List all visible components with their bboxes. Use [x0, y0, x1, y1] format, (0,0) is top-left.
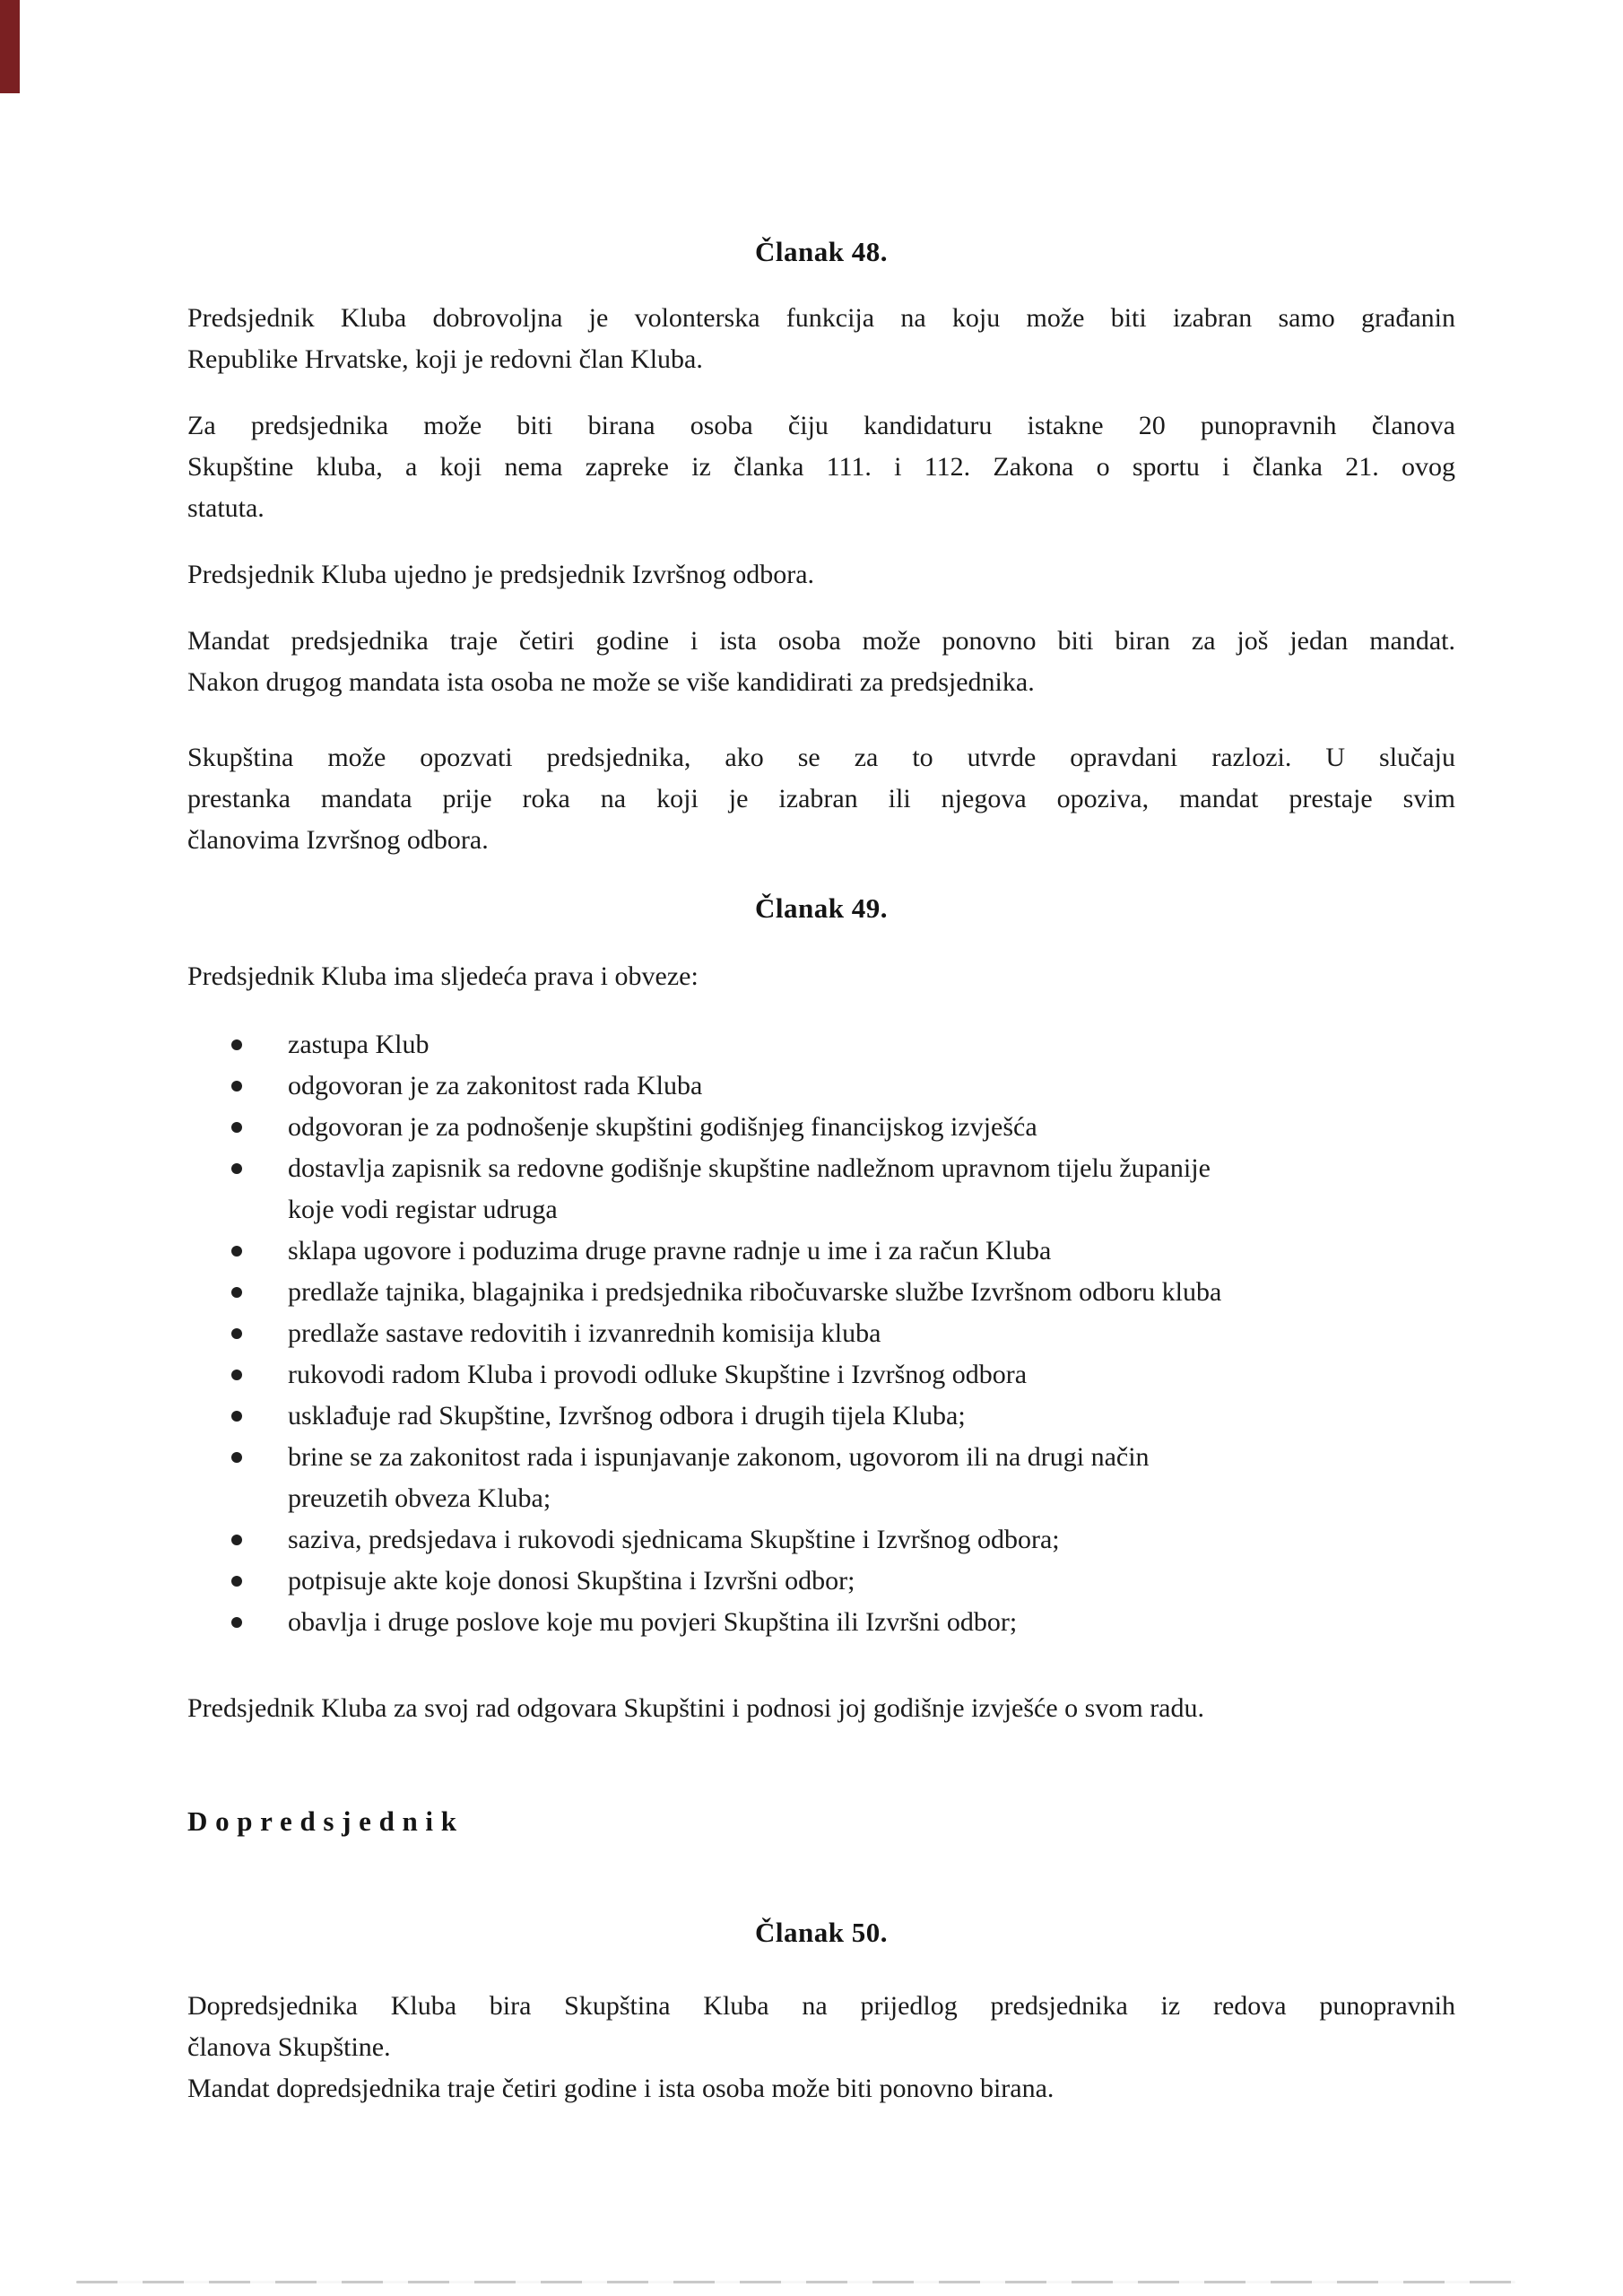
president-duties-list — [187, 1024, 1455, 1643]
list-item-text: predlaže tajnika, blagajnika i predsjednika ribočuvarske službe Izvršnom odboru kluba — [288, 1277, 1222, 1307]
list-item-text: odgovoran je za podnošenje skupštini godišnjeg financijskog izvješća — [288, 1112, 1037, 1142]
paragraph — [187, 1986, 1455, 2109]
list-item-text: rukovodi radom Kluba i provodi odluke Skupštine i Izvršnog odbora — [288, 1360, 1028, 1389]
document-content — [187, 0, 1455, 2109]
list-item — [187, 1437, 1455, 1519]
list-intro-paragraph — [187, 956, 1455, 997]
list-item-text: koje vodi registar udruga — [288, 1195, 558, 1224]
bullet-icon — [231, 1576, 242, 1587]
bullet-icon — [231, 1039, 242, 1050]
paragraph-line: statuta. — [187, 493, 265, 523]
paragraph — [187, 621, 1455, 703]
bullet-icon — [231, 1452, 242, 1463]
paragraph-line: Skupština može opozvati predsjednika, ako se za to utvrde opravdani razlozi. U slučaju — [187, 743, 1455, 772]
bullet-icon — [231, 1081, 242, 1091]
bullet-icon — [231, 1411, 242, 1422]
bullet-icon — [231, 1287, 242, 1298]
paragraph — [187, 405, 1455, 529]
paragraph-line: Predsjednik Kluba ima sljedeća prava i obveze: — [187, 961, 699, 991]
list-item — [187, 1561, 1455, 1602]
bullet-icon — [231, 1535, 242, 1545]
paragraph-line: Mandat dopredsjednika traje četiri godine i ista osoba može biti ponovno birana. — [187, 2074, 1055, 2103]
paragraph-line: Dopredsjednika Kluba bira Skupština Kluba na prijedlog predsjednika iz redova punopravnih — [187, 1991, 1455, 2021]
paragraph-line: Predsjednik Kluba ujedno je predsjednik Izvršnog odbora. — [187, 560, 815, 589]
list-item-text: saziva, predsjedava i rukovodi sjednicama Skupštine i Izvršnog odbora; — [288, 1525, 1060, 1554]
list-item — [187, 1313, 1455, 1354]
bullet-icon — [231, 1122, 242, 1133]
list-item-text: odgovoran je za zakonitost rada Kluba — [288, 1071, 703, 1100]
list-item-text: sklapa ugovore i poduzima druge pravne radnje u ime i za račun Kluba — [288, 1236, 1052, 1265]
paragraph-line: Nakon drugog mandata ista osoba ne može se više kandidirati za predsjednika. — [187, 667, 1035, 697]
article-50-heading: Članak 50. — [755, 1917, 888, 1948]
list-item — [187, 1396, 1455, 1437]
paragraph-line: prestanka mandata prije roka na koji je izabran ili njegova opoziva, mandat prestaje svim — [187, 784, 1455, 813]
list-item-text: obavlja i druge poslove koje mu povjeri Skupština ili Izvršni odbor; — [288, 1607, 1018, 1637]
paragraph-line: Za predsjednika može biti birana osoba čiju kandidaturu istakne 20 punopravnih članova — [187, 411, 1455, 440]
list-item-text: zastupa Klub — [288, 1030, 430, 1059]
paragraph-line: članova Skupštine. — [187, 2032, 391, 2062]
bullet-icon — [231, 1163, 242, 1174]
list-item-text: usklađuje rad Skupštine, Izvršnog odbora i drugih tijela Kluba; — [288, 1401, 966, 1431]
paragraph-line: Mandat predsjednika traje četiri godine i ista osoba može ponovno biti biran za još jedan mandat. — [187, 626, 1455, 656]
list-item-text: predlaže sastave redovitih i izvanrednih komisija kluba — [288, 1318, 881, 1348]
list-item — [187, 1148, 1455, 1231]
list-item — [187, 1024, 1455, 1065]
paragraph — [187, 554, 1455, 596]
scan-artifact-corner-strip — [0, 0, 20, 93]
list-item-text: preuzetih obveza Kluba; — [288, 1483, 551, 1513]
list-item — [187, 1519, 1455, 1561]
paragraph-line: Skupštine kluba, a koji nema zapreke iz članka 111. i 112. Zakona o sportu i članka 21. ovog — [187, 452, 1455, 482]
scan-artifact-bottom-line — [76, 2281, 1515, 2283]
bullet-icon — [231, 1246, 242, 1257]
paragraph — [187, 1688, 1455, 1729]
list-item-text: brine se za zakonitost rada i ispunjavanje zakonom, ugovorom ili na drugi način — [288, 1442, 1150, 1472]
list-item — [187, 1602, 1455, 1643]
bullet-icon — [231, 1370, 242, 1380]
list-item-text: dostavlja zapisnik sa redovne godišnje skupštine nadležnom upravnom tijelu županije — [288, 1153, 1211, 1183]
list-item — [187, 1065, 1455, 1107]
bullet-icon — [231, 1328, 242, 1339]
paragraph — [187, 298, 1455, 380]
article-48-heading: Članak 48. — [755, 236, 888, 267]
paragraph-line: Predsjednik Kluba dobrovoljna je volonterska funkcija na koju može biti izabran samo građanin — [187, 303, 1455, 333]
list-item — [187, 1272, 1455, 1313]
list-item — [187, 1231, 1455, 1272]
paragraph-line: članovima Izvršnog odbora. — [187, 825, 489, 855]
list-item-text: potpisuje akte koje donosi Skupština i Izvršni odbor; — [288, 1566, 855, 1596]
section-heading-dopredsjednik: Dopredsjednik — [187, 1805, 464, 1837]
paragraph-line: Republike Hrvatske, koji je redovni član Kluba. — [187, 344, 703, 374]
paragraph — [187, 737, 1455, 861]
list-item — [187, 1354, 1455, 1396]
article-49-heading: Članak 49. — [755, 892, 888, 924]
paragraph-line: Predsjednik Kluba za svoj rad odgovara Skupštini i podnosi joj godišnje izvješće o svom radu. — [187, 1693, 1204, 1723]
list-item — [187, 1107, 1455, 1148]
bullet-icon — [231, 1617, 242, 1628]
